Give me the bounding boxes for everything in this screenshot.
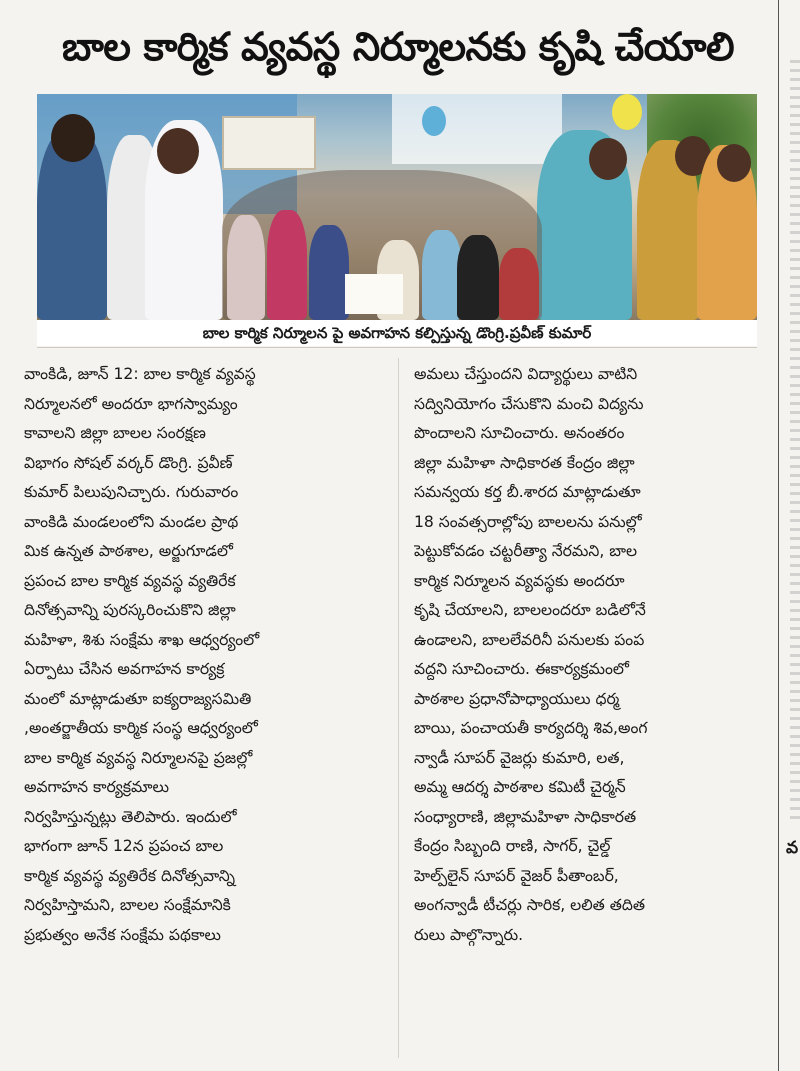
photo-child — [309, 225, 349, 320]
article-line: పెట్టుకోవడం చట్టరీత్యా నేరమని, బాల — [414, 542, 638, 560]
photo-balloon — [422, 106, 446, 136]
photo-child — [267, 210, 307, 320]
article-line: వద్దని సూచించారు. ఈకార్యక్రమంలో — [414, 660, 629, 678]
article-line: దినోత్సవాన్ని పురస్కరించుకొని జిల్లా — [24, 601, 236, 619]
article-line: అమలు చేస్తుందని విద్యార్థులు వాటిని — [414, 365, 638, 383]
article-line: సమన్వయ కర్త బీ.శారద మాట్లాడుతూ — [414, 483, 641, 501]
article-line: బాల కార్మిక వ్యవస్థ నిర్మూలనపై ప్రజల్లో — [24, 748, 253, 767]
article-line: ఏర్పాటు చేసిన అవగాహన కార్యక్ర — [24, 660, 225, 678]
article-line: 18 సంవత్సరాల్లోపు బాలలను పనుల్లో — [414, 512, 642, 531]
photo-banner — [222, 116, 316, 170]
article-line: సంధ్యారాణి, జిల్లామహిళా సాధికారత — [414, 807, 637, 826]
article-column-right — [414, 360, 764, 950]
article-line: భాగంగా జూన్ 12న ప్రపంచ బాల — [24, 837, 224, 855]
article-line: ఉండాలని, బాలలేవరినీ పనులకు పంప — [414, 630, 645, 649]
article-line: నిర్వహిస్తున్నట్లు తెలిపారు. ఇందులో — [24, 807, 237, 826]
page-edge-rule — [778, 0, 779, 1071]
article-line: ప్రపంచ బాల కార్మిక వ్యవస్థ వ్యతిరేక — [24, 571, 236, 590]
adjacent-column-fragment — [790, 60, 800, 820]
article-line: కృషి చేయాలని, బాలలందరూ బడిలోనే — [414, 601, 646, 619]
photo-child — [227, 215, 265, 320]
article-line: బాయి, పంచాయతీ కార్యదర్శి శివ,అంగ — [414, 719, 648, 737]
article-line: మంలో మాట్లాడుతూ ఐక్యరాజ్యసమితి — [24, 689, 252, 708]
news-photo — [37, 94, 757, 320]
column-divider — [398, 358, 399, 1058]
article-line: పాఠశాల ప్రధానోపాధ్యాయులు ధర్మ — [414, 689, 620, 708]
photo-doorway — [392, 94, 562, 164]
article-line: కార్మిక నిర్మూలన వ్యవస్థకు అందరూ — [414, 571, 625, 590]
photo-person-head — [717, 144, 751, 182]
article-line: వాంకిడి, జూన్ 12: బాల కార్మిక వ్యవస్థ — [24, 365, 256, 383]
photo-child — [422, 230, 462, 320]
photo-balloon — [612, 94, 642, 130]
article-line: న్వాడీ సూపర్ వైజర్లు కుమారి, లత, — [414, 748, 625, 767]
photo-person-head — [157, 128, 199, 174]
headline: బాల కార్మిక వ్యవస్థ నిర్మూలనకు కృషి చేయాలి — [61, 25, 735, 70]
article-line: అమ్మ ఆదర్శ పాఠశాల కమిటీ చైర్మన్ — [414, 778, 626, 796]
photo-placard — [345, 274, 403, 314]
article-line: పొందాలని సూచించారు. అనంతరం — [414, 424, 625, 442]
photo-child — [457, 235, 499, 320]
article-line: అవగాహన కార్యక్రమాలు — [24, 778, 169, 796]
article-line: నిర్వహిస్తామని, బాలల సంక్షేమానికి — [24, 896, 231, 914]
article-line: జిల్లా మహిళా సాధికారత కేంద్రం జిల్లా — [414, 453, 635, 472]
article-line: సద్వినియోగం చేసుకొని మంచి విద్యను — [414, 394, 644, 413]
article-line: కుమార్ పిలుపునిచ్చారు. గురువారం — [24, 483, 239, 501]
article-line: ,అంతర్జాతీయ కార్మిక సంస్థ ఆధ్వర్యంలో — [24, 719, 258, 737]
article-line: మిక ఉన్నత పాఠశాల, అర్జుగూడలో — [24, 542, 233, 560]
article-line: రులు పాల్గొన్నారు. — [414, 925, 524, 944]
photo-caption: బాల కార్మిక నిర్మూలన పై అవగాహన కల్పిస్తున్న డొంగ్రి.ప్రవీణ్ కుమార్ — [37, 320, 757, 346]
article-line: అంగన్వాడీ టీచర్లు సారిక, లలిత తదిత — [414, 896, 646, 914]
article-line: మహిళా, శిశు సంక్షేమ శాఖ ఆధ్వర్యంలో — [24, 630, 260, 649]
photo-person-head — [589, 138, 627, 180]
article-line: నిర్మూలనలో అందరూ భాగస్వామ్యం — [24, 394, 238, 413]
article-line: కేంద్రం సిబ్బంది రాణి, సాగర్, చైల్డ్ — [414, 837, 611, 855]
article-line: ప్రభుత్వం అనేక సంక్షేమ పథకాలు — [24, 925, 221, 944]
adjacent-column-char: వ — [786, 838, 799, 858]
article-line: వాంకిడి మండలంలోని మండల ప్రాథ — [24, 512, 239, 531]
caption-rule — [37, 347, 757, 348]
photo-person-head — [51, 114, 95, 162]
article-line: కార్మిక వ్యవస్థ వ్యతిరేక దినోత్సవాన్ని — [24, 866, 236, 885]
article-column-left — [24, 360, 374, 950]
photo-child — [499, 248, 539, 320]
article-line: విభాగం సోషల్ వర్కర్ డొంగ్రి. ప్రవీణ్ — [24, 453, 233, 472]
article-line: కావాలని జిల్లా బాలల సంరక్షణ — [24, 424, 206, 442]
article-line: హెల్ప్‌లైన్ సూపర్ వైజర్ పీతాంబర్, — [414, 866, 619, 885]
